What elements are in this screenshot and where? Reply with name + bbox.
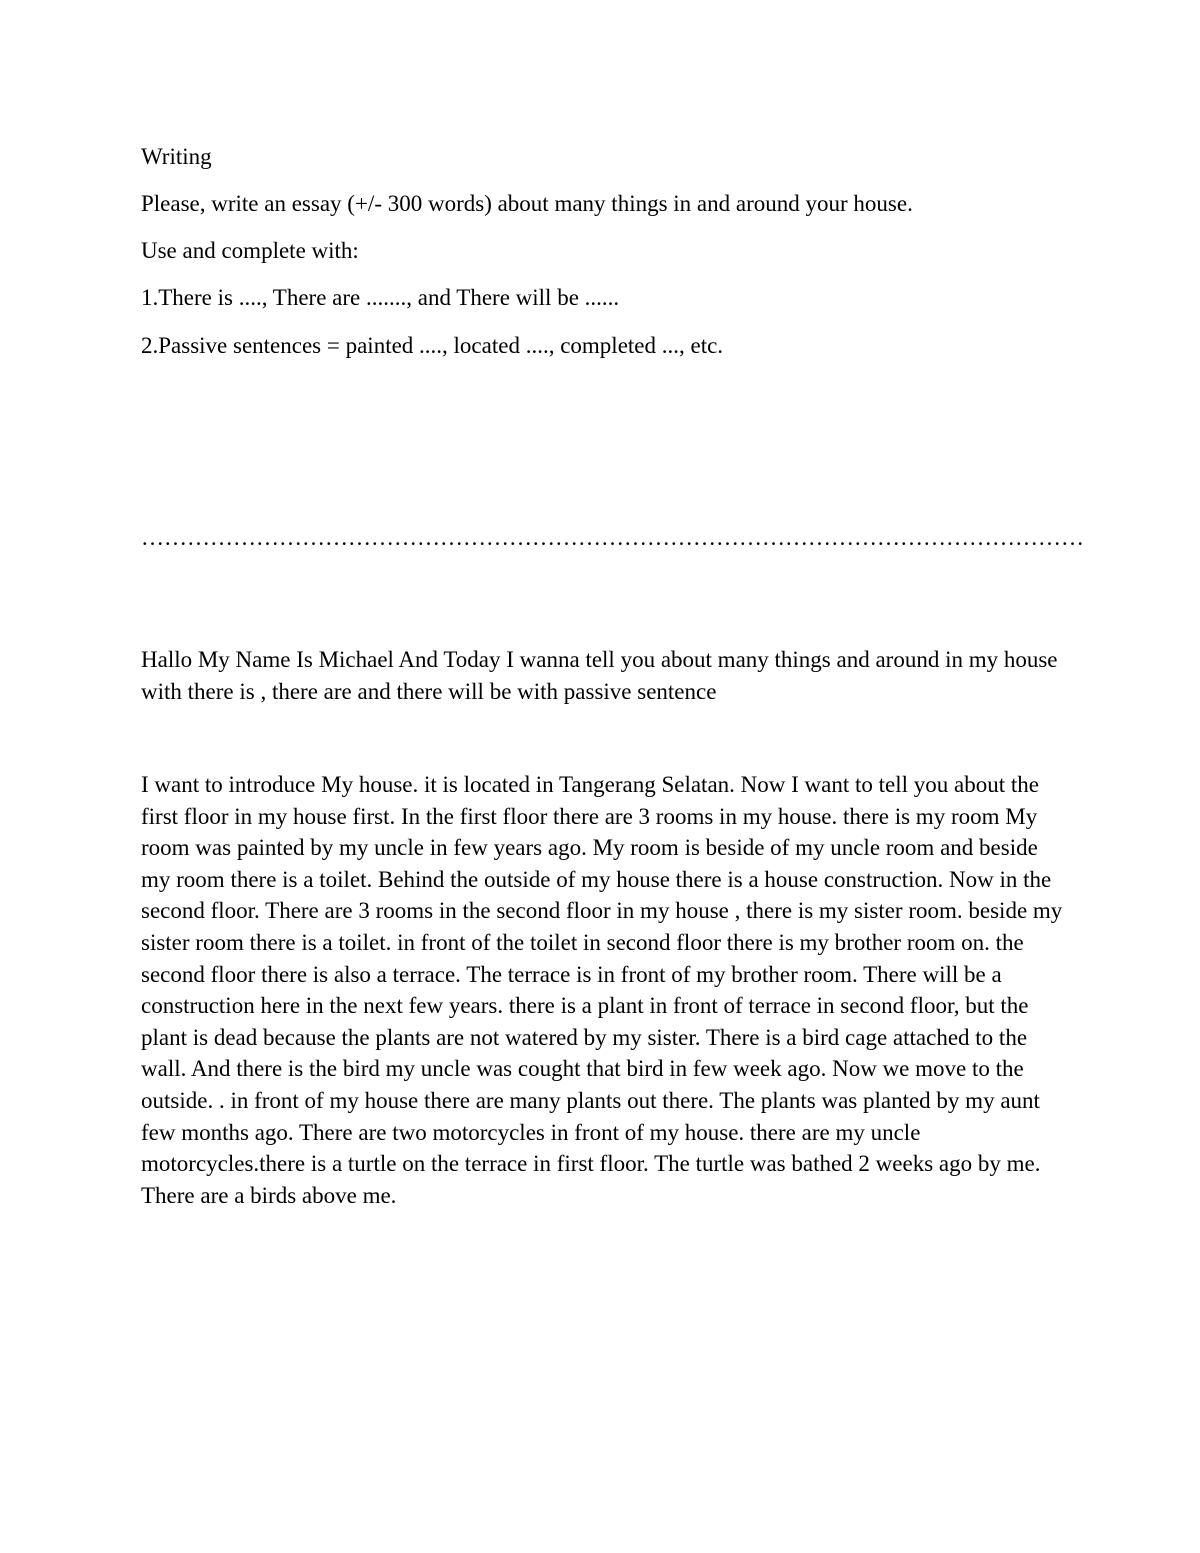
document-title: Writing xyxy=(141,144,212,169)
instruction-item-2: 2.Passive sentences = painted ...., located ...., completed ..., etc. xyxy=(141,333,724,358)
body-paragraph: I want to introduce My house. it is located in Tangerang Selatan. Now I want to tell you about the first floor in my house first. In the first floor there are 3 rooms in my house. there is my room My room was painted by my uncle in few years ago. My room is beside of my uncle room and beside my room there is a toilet. Behind the outside of my house there is a house construction. Now in the second floor. There are 3 rooms in the second floor in my house , there is my sister room. beside my sister room there is a toilet. in front of the toilet in second floor there is my brother room on. the second floor there is also a terrace. The terrace is in front of my brother room. There will be a construction here in the next few years. there is a plant in front of terrace in second floor, but the plant is dead because the plants are not watered by my sister. There is a bird cage attached to the wall. And there is the bird my uncle was cought that bird in few week ago. Now we move to the outside. . in front of my house there are many plants out there. The plants was planted by my aunt few months ago. There are two motorcycles in front of my house. there are my uncle motorcycles.there is a turtle on the terrace in first floor. The turtle was bathed 2 weeks ago by me. There are a birds above me. xyxy=(141,772,1063,1208)
essay-instruction: Please, write an essay (+/- 300 words) about many things in and around your house. xyxy=(141,191,913,216)
dotted-separator: …………………………………………………………………………………………………………… xyxy=(141,525,1084,550)
intro-paragraph: Hallo My Name Is Michael And Today I wanna tell you about many things and around in my house with there is , there are and there will be with passive sentence xyxy=(141,647,1058,704)
instruction-item-1: 1.There is ...., There are ......., and There will be ...... xyxy=(141,285,620,310)
use-prompt: Use and complete with: xyxy=(141,238,359,263)
